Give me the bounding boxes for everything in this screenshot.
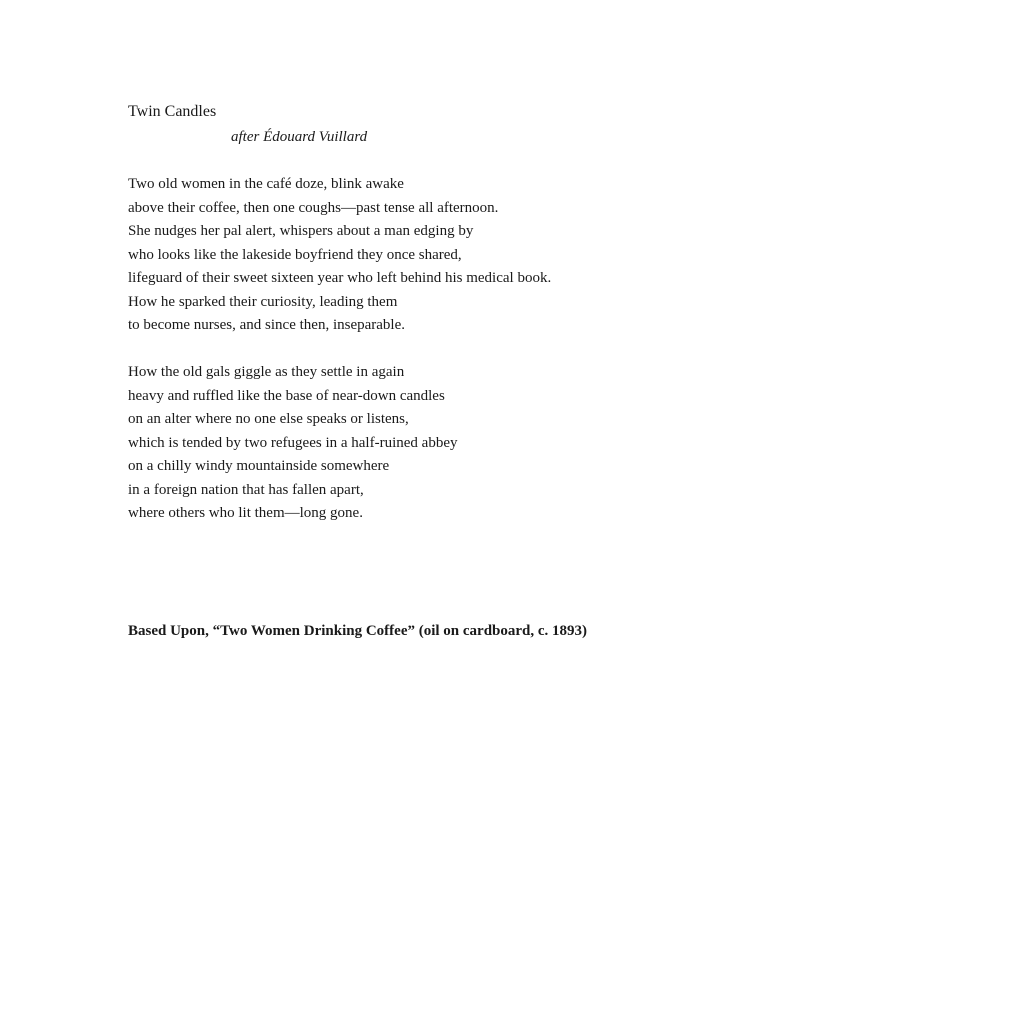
poem-line: where others who lit them—long gone. [128, 505, 363, 521]
poem-line: heavy and ruffled like the base of near-down candles [128, 387, 445, 404]
poem-dedication: after Édouard Vuillard [231, 129, 368, 145]
poem-line: which is tended by two refugees in a half-ruined abbey [128, 434, 458, 451]
poem-title: Twin Candles [128, 103, 217, 120]
poem-line: Two old women in the café doze, blink awake [128, 176, 404, 192]
source-note: Based Upon, “Two Women Drinking Coffee” (oil on cardboard, c. 1893) [128, 623, 588, 639]
stanza-2 [128, 361, 457, 526]
poem-line: who looks like the lakeside boyfriend they once shared, [128, 246, 462, 263]
poem-line: lifeguard of their sweet sixteen year who left behind his medical book. [128, 270, 552, 286]
poem-line: in a foreign nation that has fallen apart, [128, 481, 364, 498]
poem-line: above their coffee, then one coughs—past tense all afternoon. [128, 199, 499, 216]
poem-line: How he sparked their curiosity, leading them [128, 293, 398, 310]
poem-line: to become nurses, and since then, inseparable. [128, 317, 405, 333]
poem-line: She nudges her pal alert, whispers about a man edging by [128, 223, 474, 239]
poem-line: How the old gals giggle as they settle in again [128, 364, 405, 380]
stanza-1 [128, 173, 551, 338]
poem-line: on an alter where no one else speaks or listens, [128, 411, 409, 427]
poem-line: on a chilly windy mountainside somewhere [128, 458, 390, 474]
